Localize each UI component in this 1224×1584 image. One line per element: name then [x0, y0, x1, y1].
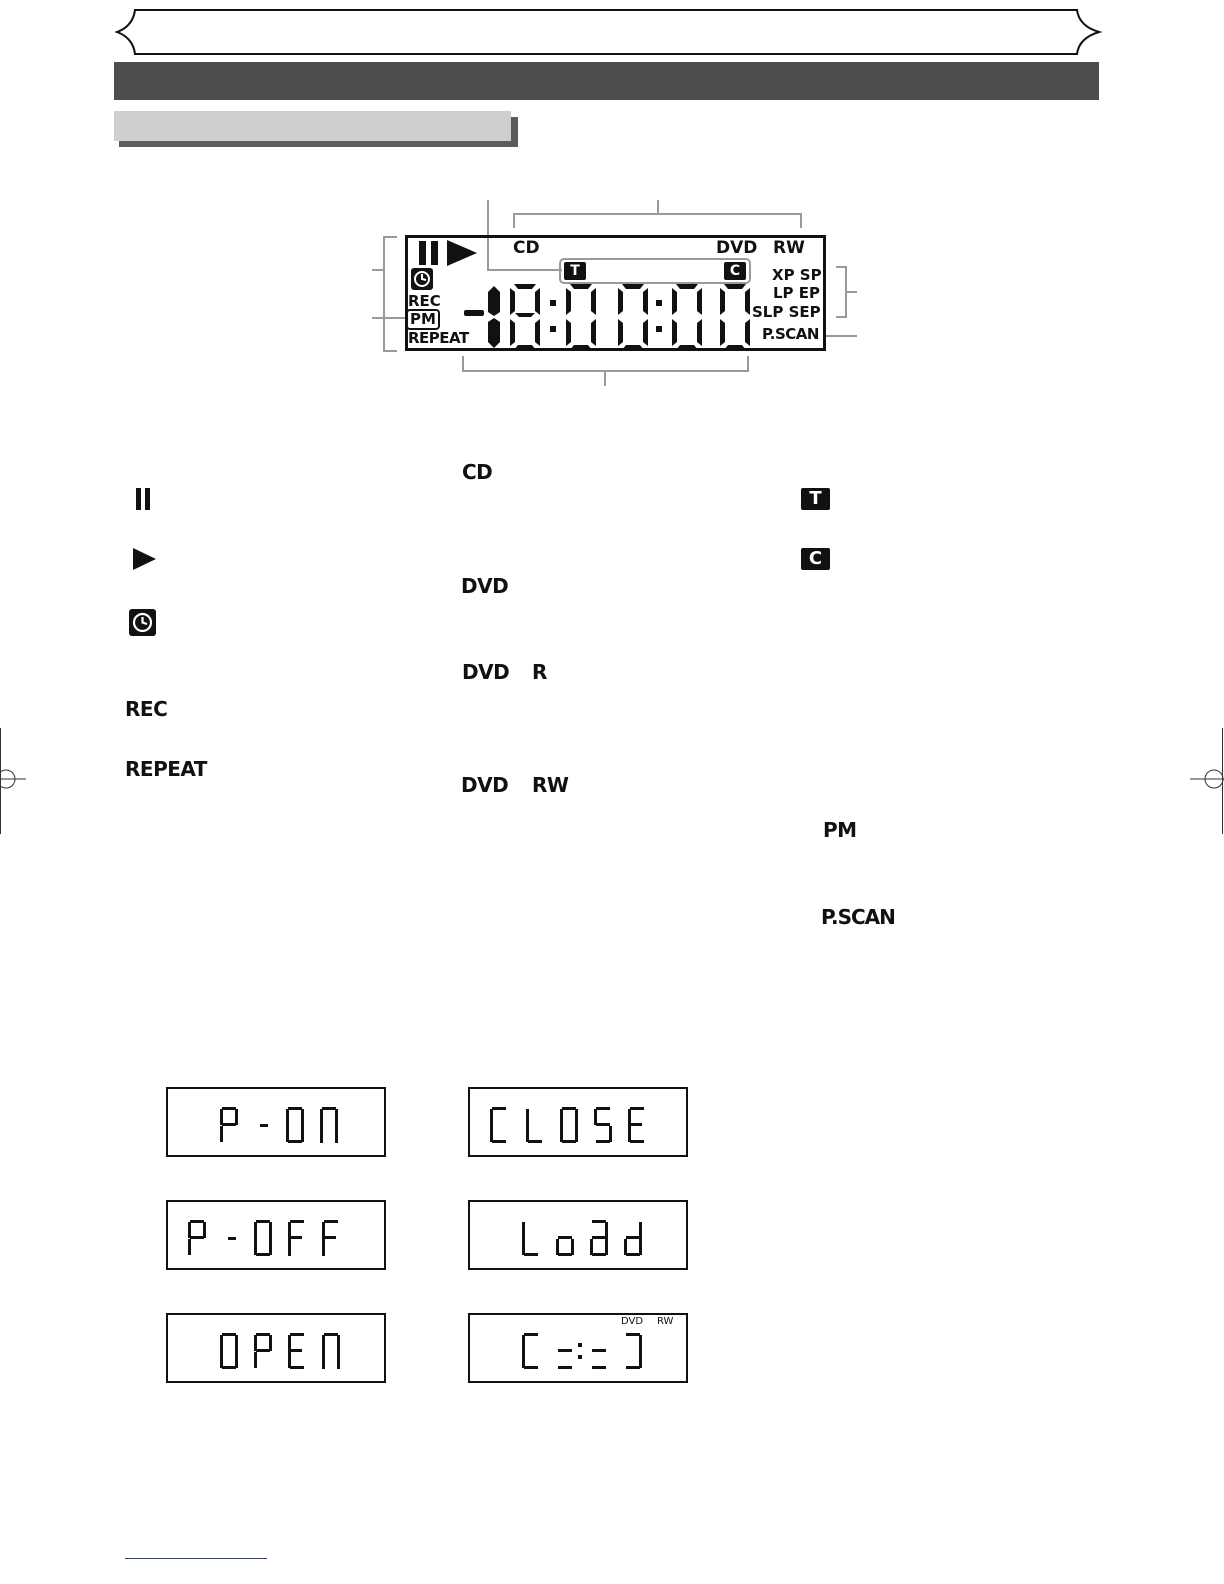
legend-dvd-label: DVD	[461, 574, 509, 598]
legend-pscan-label: P.SCAN	[821, 905, 895, 929]
mini-dvd-label: DVD	[621, 1316, 644, 1327]
lcd-lpep-label: LP EP	[773, 284, 821, 302]
lcd-repeat-label: REPEAT	[408, 329, 469, 347]
lcd-example-load	[468, 1200, 688, 1270]
lcd-example-p-off	[166, 1200, 386, 1270]
callout-lines	[0, 0, 1224, 420]
legend-pm-label: PM	[823, 818, 857, 842]
lcd-example-open	[166, 1313, 386, 1383]
lcd-rw-label: RW	[773, 238, 805, 258]
lcd-cd-label: CD	[513, 238, 540, 258]
chapter-c-icon: C	[724, 262, 746, 280]
pause-icon	[419, 241, 441, 265]
legend-dvd-r-r: R	[532, 660, 547, 684]
legend-dvd-rw-rw: RW	[532, 773, 569, 797]
legend-title-t-icon: T	[801, 488, 830, 510]
registration-mark-right	[1190, 764, 1224, 794]
lcd-rec-label: REC	[408, 292, 441, 310]
lcd-example-p-on	[166, 1087, 386, 1157]
legend-pause-icon	[136, 488, 152, 510]
legend-chapter-c-icon: C	[801, 548, 830, 570]
lcd-pscan-label: P.SCAN	[762, 325, 819, 343]
registration-mark-left	[0, 764, 26, 794]
footer-link-underline	[125, 1558, 267, 1559]
play-icon	[447, 240, 479, 266]
lcd-example-blank-disc	[468, 1313, 688, 1383]
title-t-icon: T	[564, 262, 586, 280]
lcd-slpsep-label: SLP SEP	[752, 303, 821, 321]
legend-dvd-rw-dvd: DVD	[461, 773, 509, 797]
lcd-example-close	[468, 1087, 688, 1157]
lcd-digit-readout	[458, 282, 758, 352]
lcd-pm-label: PM	[406, 309, 440, 330]
timer-clock-icon	[411, 268, 433, 290]
lcd-dvd-label: DVD	[716, 238, 758, 258]
legend-cd-label: CD	[462, 460, 493, 484]
legend-repeat-label: REPEAT	[125, 757, 207, 781]
legend-timer-clock-icon	[129, 609, 156, 636]
legend-play-icon	[133, 548, 157, 570]
mini-rw-label: RW	[657, 1316, 674, 1327]
legend-rec-label: REC	[125, 697, 168, 721]
legend-dvd-r-dvd: DVD	[462, 660, 510, 684]
lcd-xpsp-label: XP SP	[772, 266, 822, 284]
